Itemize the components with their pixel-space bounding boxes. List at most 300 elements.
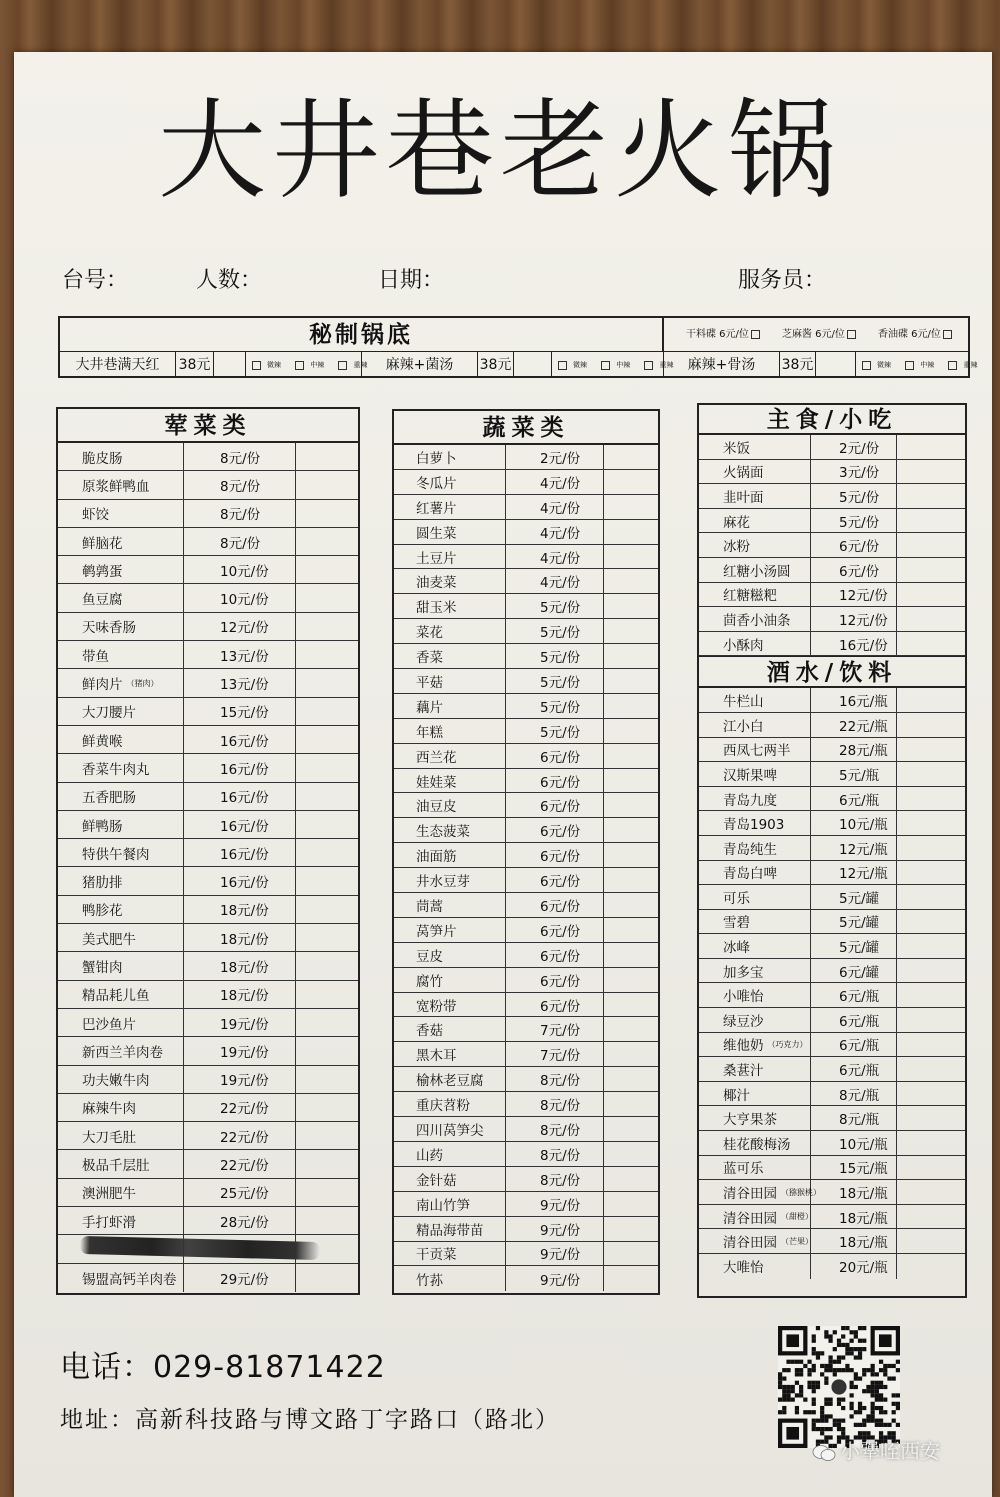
menu-item-row[interactable] xyxy=(699,836,965,861)
quantity-cell[interactable] xyxy=(897,910,965,934)
item-price: 20元/瓶 xyxy=(811,1254,897,1279)
quantity-cell[interactable] xyxy=(296,1009,358,1036)
item-name-text: 平菇 xyxy=(416,674,443,691)
menu-item-row[interactable] xyxy=(394,1167,658,1192)
quantity-cell[interactable] xyxy=(897,435,965,459)
menu-item-row[interactable] xyxy=(699,688,965,713)
menu-item-row[interactable] xyxy=(58,1009,358,1037)
menu-item-row[interactable] xyxy=(699,1156,965,1181)
menu-item-row[interactable] xyxy=(699,762,965,787)
menu-item-row[interactable] xyxy=(58,783,358,811)
menu-item-row[interactable] xyxy=(699,1106,965,1131)
menu-item-row[interactable] xyxy=(394,993,658,1018)
item-price: 25元/份 xyxy=(184,1179,296,1206)
menu-item-row[interactable] xyxy=(394,669,658,694)
item-name xyxy=(58,1150,184,1177)
spice-level-options[interactable]: 微辣 中辣 重辣 xyxy=(856,352,968,378)
item-name xyxy=(58,839,184,866)
menu-item-row[interactable] xyxy=(58,698,358,726)
item-name xyxy=(58,1066,184,1093)
item-name xyxy=(58,1094,184,1121)
item-name-text: 井水豆芽 xyxy=(416,874,470,891)
item-price: 5元/罐 xyxy=(811,910,897,934)
quantity-cell[interactable] xyxy=(604,818,658,842)
quantity-cell[interactable] xyxy=(897,811,965,835)
quantity-cell[interactable] xyxy=(604,694,658,718)
quantity-cell[interactable] xyxy=(296,839,358,866)
menu-item-row[interactable] xyxy=(699,607,965,632)
menu-item-row[interactable] xyxy=(58,981,358,1009)
menu-item-row[interactable] xyxy=(58,896,358,924)
menu-item-row[interactable] xyxy=(394,769,658,794)
quantity-cell[interactable] xyxy=(897,460,965,484)
quantity-cell[interactable] xyxy=(604,1067,658,1091)
menu-item-row[interactable] xyxy=(58,754,358,782)
quantity-cell[interactable] xyxy=(604,1042,658,1066)
menu-item-row[interactable] xyxy=(58,952,358,980)
item-name-text: 土豆片 xyxy=(416,550,457,567)
menu-item-row[interactable] xyxy=(58,500,358,528)
blank-cell xyxy=(816,352,856,378)
quantity-cell[interactable] xyxy=(604,918,658,942)
menu-item-row[interactable] xyxy=(58,1094,358,1122)
quantity-cell[interactable] xyxy=(296,952,358,979)
menu-item-row[interactable] xyxy=(58,1037,358,1065)
item-name-text: 青岛1903 xyxy=(723,817,785,834)
quantity-cell[interactable] xyxy=(604,495,658,519)
menu-item-row[interactable] xyxy=(699,1254,965,1279)
item-name xyxy=(699,1008,811,1032)
menu-item-row[interactable] xyxy=(394,1017,658,1042)
quantity-cell[interactable] xyxy=(604,744,658,768)
quantity-cell[interactable] xyxy=(897,583,965,607)
item-name-text: 清谷田园 xyxy=(723,1186,777,1203)
sauce-option[interactable]: 香油碟 6元/位 xyxy=(878,328,952,342)
quantity-cell[interactable] xyxy=(604,793,658,817)
item-name xyxy=(699,910,811,934)
item-name xyxy=(58,811,184,838)
menu-item-row[interactable] xyxy=(394,1192,658,1217)
quantity-cell[interactable] xyxy=(296,811,358,838)
menu-item-row[interactable] xyxy=(394,868,658,893)
quantity-cell[interactable] xyxy=(296,528,358,555)
quantity-cell[interactable] xyxy=(296,924,358,951)
sauce-option[interactable]: 芝麻酱 6元/位 xyxy=(782,328,856,342)
item-price: 4元/份 xyxy=(506,470,604,494)
item-name xyxy=(394,868,506,892)
quantity-cell[interactable] xyxy=(897,1254,965,1279)
checkbox-icon[interactable] xyxy=(644,361,653,370)
item-price: 18元/瓶 xyxy=(811,1180,897,1204)
quantity-cell[interactable] xyxy=(604,993,658,1017)
item-price: 9元/份 xyxy=(506,1217,604,1241)
menu-item-row[interactable] xyxy=(58,556,358,584)
item-name-text: 山药 xyxy=(416,1147,443,1164)
menu-item-row[interactable] xyxy=(58,1264,358,1292)
quantity-cell[interactable] xyxy=(604,769,658,793)
item-name-text: 榆林老豆腐 xyxy=(416,1073,484,1090)
menu-item-row[interactable] xyxy=(394,569,658,594)
menu-item-row[interactable] xyxy=(699,959,965,984)
menu-item-row[interactable] xyxy=(699,1057,965,1082)
checkbox-icon[interactable] xyxy=(295,361,304,370)
quantity-cell[interactable] xyxy=(604,868,658,892)
quantity-cell[interactable] xyxy=(604,569,658,593)
quantity-cell[interactable] xyxy=(604,719,658,743)
broth-items-row xyxy=(60,352,978,378)
quantity-cell[interactable] xyxy=(604,1092,658,1116)
quantity-cell[interactable] xyxy=(897,1180,965,1204)
quantity-cell[interactable] xyxy=(296,669,358,696)
quantity-cell[interactable] xyxy=(296,1235,358,1262)
item-price: 22元/份 xyxy=(184,1122,296,1149)
quantity-cell[interactable] xyxy=(897,1156,965,1180)
item-name xyxy=(394,1092,506,1116)
item-name xyxy=(394,818,506,842)
item-name xyxy=(699,688,811,712)
menu-item-row[interactable] xyxy=(699,1008,965,1033)
menu-item-row[interactable] xyxy=(58,811,358,839)
menu-item-row[interactable] xyxy=(699,460,965,485)
checkbox-icon[interactable] xyxy=(252,361,261,370)
menu-item-row[interactable] xyxy=(58,726,358,754)
item-name-text: 麻辣牛肉 xyxy=(82,1101,136,1118)
item-price: 18元/份 xyxy=(184,952,296,979)
item-name-text: 鲜脑花 xyxy=(82,535,123,552)
item-name-text: 大刀腰片 xyxy=(82,705,136,722)
item-name-text: 蓝可乐 xyxy=(723,1161,764,1178)
quantity-cell[interactable] xyxy=(604,644,658,668)
quantity-cell[interactable] xyxy=(604,619,658,643)
quantity-cell[interactable] xyxy=(604,1192,658,1216)
menu-item-row[interactable] xyxy=(699,934,965,959)
menu-item-row[interactable] xyxy=(699,1229,965,1254)
menu-item-row[interactable] xyxy=(58,924,358,952)
date-label: 日期： xyxy=(378,268,445,293)
item-name-text: 青岛九度 xyxy=(723,792,777,809)
quantity-cell[interactable] xyxy=(897,484,965,508)
quantity-cell[interactable] xyxy=(296,896,358,923)
quantity-cell[interactable] xyxy=(604,893,658,917)
item-name xyxy=(394,793,506,817)
quantity-cell[interactable] xyxy=(296,471,358,498)
item-name xyxy=(699,509,811,533)
section-title: 荤菜类 xyxy=(58,409,358,443)
menu-item-row[interactable] xyxy=(58,839,358,867)
quantity-cell[interactable] xyxy=(296,754,358,781)
section-title: 酒水/饮料 xyxy=(699,656,965,688)
quantity-cell[interactable] xyxy=(897,509,965,533)
menu-item-row[interactable] xyxy=(394,619,658,644)
item-name-text: 红糖小汤圆 xyxy=(723,563,791,580)
quantity-cell[interactable] xyxy=(604,594,658,618)
item-price: 6元/份 xyxy=(506,993,604,1017)
broth-name: 麻辣+菌汤 xyxy=(362,352,478,378)
menu-item-row[interactable] xyxy=(394,1117,658,1142)
item-note: （猕猴桃） xyxy=(781,1187,821,1197)
quantity-cell[interactable] xyxy=(296,726,358,753)
menu-item-row[interactable] xyxy=(58,1150,358,1178)
menu-item-row[interactable] xyxy=(58,613,358,641)
menu-item-row[interactable] xyxy=(394,719,658,744)
quantity-cell[interactable] xyxy=(296,1264,358,1292)
menu-item-row[interactable] xyxy=(699,861,965,886)
item-name xyxy=(394,843,506,867)
quantity-cell[interactable] xyxy=(897,1008,965,1032)
item-name xyxy=(58,783,184,810)
menu-item-row[interactable] xyxy=(699,484,965,509)
menu-item-row[interactable] xyxy=(699,1180,965,1205)
menu-item-row[interactable] xyxy=(394,495,658,520)
quantity-cell[interactable] xyxy=(296,981,358,1008)
checkbox-icon[interactable] xyxy=(948,361,957,370)
quantity-cell[interactable] xyxy=(604,1142,658,1166)
menu-item-row[interactable] xyxy=(699,1033,965,1058)
menu-item-row[interactable] xyxy=(58,1122,358,1150)
quantity-cell[interactable] xyxy=(897,787,965,811)
item-name-text: 脆皮肠 xyxy=(82,450,123,467)
menu-item-row[interactable] xyxy=(394,968,658,993)
menu-item-row[interactable] xyxy=(58,528,358,556)
quantity-cell[interactable] xyxy=(897,713,965,737)
item-price: 6元/份 xyxy=(811,558,897,582)
checkbox-icon[interactable] xyxy=(558,361,567,370)
menu-item-row[interactable] xyxy=(394,1042,658,1067)
quantity-cell[interactable] xyxy=(897,836,965,860)
quantity-cell[interactable] xyxy=(296,1150,358,1177)
quantity-cell[interactable] xyxy=(897,1082,965,1106)
checkbox-icon[interactable] xyxy=(943,330,952,339)
quantity-cell[interactable] xyxy=(296,1094,358,1121)
menu-item-row[interactable] xyxy=(394,445,658,470)
sauce-option[interactable]: 干料碟 6元/位 xyxy=(686,328,760,342)
quantity-cell[interactable] xyxy=(604,1117,658,1141)
menu-item-row[interactable] xyxy=(394,644,658,669)
quantity-cell[interactable] xyxy=(296,641,358,668)
quantity-cell[interactable] xyxy=(296,584,358,611)
menu-item-row[interactable] xyxy=(394,818,658,843)
menu-item-row[interactable] xyxy=(699,509,965,534)
menu-item-row[interactable] xyxy=(394,843,658,868)
checkbox-icon[interactable] xyxy=(751,330,760,339)
menu-item-row[interactable] xyxy=(394,594,658,619)
quantity-cell[interactable] xyxy=(604,1242,658,1266)
quantity-cell[interactable] xyxy=(897,861,965,885)
menu-item-row[interactable] xyxy=(58,471,358,499)
menu-item-row[interactable] xyxy=(699,713,965,738)
item-price: 18元/份 xyxy=(184,924,296,951)
quantity-cell[interactable] xyxy=(296,1037,358,1064)
menu-item-row[interactable] xyxy=(699,885,965,910)
quantity-cell[interactable] xyxy=(897,607,965,631)
quantity-cell[interactable] xyxy=(897,762,965,786)
item-price xyxy=(184,1235,296,1262)
menu-item-row[interactable] xyxy=(699,1131,965,1156)
quantity-cell[interactable] xyxy=(604,968,658,992)
item-name-text: 红糖糍粑 xyxy=(723,588,777,605)
checkbox-icon[interactable] xyxy=(905,361,914,370)
quantity-cell[interactable] xyxy=(604,943,658,967)
item-price: 9元/份 xyxy=(506,1192,604,1216)
quantity-cell[interactable] xyxy=(897,1033,965,1057)
menu-item-row[interactable] xyxy=(58,584,358,612)
checkbox-icon[interactable] xyxy=(601,361,610,370)
quantity-cell[interactable] xyxy=(604,470,658,494)
spice-level-options[interactable]: 微辣 中辣 重辣 xyxy=(552,352,664,378)
quantity-cell[interactable] xyxy=(897,1057,965,1081)
item-price: 22元/份 xyxy=(184,1094,296,1121)
menu-item-row[interactable] xyxy=(394,918,658,943)
menu-item-row[interactable] xyxy=(699,1205,965,1230)
item-price: 10元/份 xyxy=(184,556,296,583)
menu-item-row[interactable] xyxy=(394,1217,658,1242)
menu-item-row[interactable] xyxy=(699,435,965,460)
item-name xyxy=(699,1229,811,1253)
item-price: 28元/瓶 xyxy=(811,738,897,762)
quantity-cell[interactable] xyxy=(897,1205,965,1229)
quantity-cell[interactable] xyxy=(604,1217,658,1241)
menu-item-row[interactable] xyxy=(699,558,965,583)
menu-item-row[interactable] xyxy=(58,1066,358,1094)
menu-item-row[interactable] xyxy=(394,520,658,545)
quantity-cell[interactable] xyxy=(296,556,358,583)
quantity-cell[interactable] xyxy=(296,500,358,527)
menu-item-row[interactable] xyxy=(394,1242,658,1267)
item-name-text: 茼蒿 xyxy=(416,898,443,915)
quantity-cell[interactable] xyxy=(897,983,965,1007)
item-name xyxy=(394,545,506,569)
item-price: 6元/瓶 xyxy=(811,1033,897,1057)
quantity-cell[interactable] xyxy=(296,867,358,894)
quantity-cell[interactable] xyxy=(897,1131,965,1155)
menu-item-row[interactable] xyxy=(699,738,965,763)
menu-item-row[interactable] xyxy=(699,1082,965,1107)
checkbox-icon[interactable] xyxy=(862,361,871,370)
menu-item-row[interactable] xyxy=(58,443,358,471)
menu-item-row[interactable] xyxy=(58,1235,358,1263)
quantity-cell[interactable] xyxy=(296,1122,358,1149)
item-price: 28元/份 xyxy=(184,1207,296,1234)
item-price: 6元/份 xyxy=(506,893,604,917)
quantity-cell[interactable] xyxy=(897,959,965,983)
menu-item-row[interactable] xyxy=(58,867,358,895)
item-name xyxy=(699,983,811,1007)
menu-item-row[interactable] xyxy=(699,983,965,1008)
menu-item-row[interactable] xyxy=(699,787,965,812)
item-price: 5元/份 xyxy=(811,509,897,533)
menu-item-row[interactable] xyxy=(394,1067,658,1092)
quantity-cell[interactable] xyxy=(296,1066,358,1093)
menu-item-row[interactable] xyxy=(58,1207,358,1235)
menu-item-row[interactable] xyxy=(699,583,965,608)
quantity-cell[interactable] xyxy=(897,688,965,712)
item-name xyxy=(699,1106,811,1130)
menu-item-row[interactable] xyxy=(394,1092,658,1117)
item-price: 8元/份 xyxy=(184,471,296,498)
item-price: 10元/瓶 xyxy=(811,811,897,835)
quantity-cell[interactable] xyxy=(897,934,965,958)
item-price: 16元/份 xyxy=(184,754,296,781)
quantity-cell[interactable] xyxy=(604,445,658,469)
item-price: 6元/份 xyxy=(506,868,604,892)
spice-level-options[interactable]: 微辣 中辣 重辣 xyxy=(246,352,362,378)
menu-item-row[interactable] xyxy=(394,793,658,818)
menu-item-row[interactable] xyxy=(58,641,358,669)
quantity-cell[interactable] xyxy=(897,885,965,909)
item-name xyxy=(394,1192,506,1216)
quantity-cell[interactable] xyxy=(296,443,358,470)
qr-code[interactable] xyxy=(778,1326,900,1448)
item-name-text: 原浆鲜鸭血 xyxy=(82,478,150,495)
item-note: （巧克力） xyxy=(767,1039,808,1049)
menu-item-row[interactable] xyxy=(394,545,658,570)
menu-item-row[interactable] xyxy=(699,632,965,657)
menu-item-row[interactable] xyxy=(58,669,358,697)
item-name xyxy=(394,769,506,793)
checkbox-icon[interactable] xyxy=(847,330,856,339)
quantity-cell[interactable] xyxy=(604,1266,658,1291)
item-name-text: 牛栏山 xyxy=(723,694,764,711)
item-name xyxy=(394,744,506,768)
quantity-cell[interactable] xyxy=(604,1167,658,1191)
quantity-cell[interactable] xyxy=(604,669,658,693)
item-name xyxy=(699,1205,811,1229)
item-name-text: 香菜 xyxy=(416,650,443,667)
quantity-cell[interactable] xyxy=(604,843,658,867)
watermark xyxy=(812,1436,982,1466)
item-price: 12元/份 xyxy=(184,613,296,640)
menu-item-row[interactable] xyxy=(394,694,658,719)
quantity-cell[interactable] xyxy=(604,1017,658,1041)
item-name xyxy=(394,495,506,519)
item-name-text: 油豆皮 xyxy=(416,799,457,816)
menu-item-row[interactable] xyxy=(394,470,658,495)
quantity-cell[interactable] xyxy=(897,558,965,582)
menu-item-row[interactable] xyxy=(394,744,658,769)
item-price: 13元/份 xyxy=(184,641,296,668)
quantity-cell[interactable] xyxy=(604,545,658,569)
quantity-cell[interactable] xyxy=(296,783,358,810)
quantity-cell[interactable] xyxy=(897,632,965,656)
item-price: 6元/瓶 xyxy=(811,983,897,1007)
quantity-cell[interactable] xyxy=(897,533,965,557)
item-price: 12元/份 xyxy=(811,607,897,631)
menu-item-row[interactable] xyxy=(394,943,658,968)
menu-item-row[interactable] xyxy=(699,533,965,558)
quantity-cell[interactable] xyxy=(897,738,965,762)
quantity-cell[interactable] xyxy=(604,520,658,544)
menu-item-row[interactable] xyxy=(699,811,965,836)
checkbox-icon[interactable] xyxy=(338,361,347,370)
quantity-cell[interactable] xyxy=(897,1229,965,1253)
menu-item-row[interactable] xyxy=(394,893,658,918)
quantity-cell[interactable] xyxy=(296,613,358,640)
item-name-text: 重庆苕粉 xyxy=(416,1098,470,1115)
quantity-cell[interactable] xyxy=(897,1106,965,1130)
item-name xyxy=(699,533,811,557)
menu-item-row[interactable] xyxy=(394,1266,658,1291)
menu-item-row[interactable] xyxy=(699,910,965,935)
quantity-cell[interactable] xyxy=(296,698,358,725)
quantity-cell[interactable] xyxy=(296,1179,358,1206)
item-name-text: 澳洲肥牛 xyxy=(82,1186,136,1203)
blank-cell xyxy=(214,352,246,378)
quantity-cell[interactable] xyxy=(296,1207,358,1234)
item-name xyxy=(394,993,506,1017)
menu-item-row[interactable] xyxy=(394,1142,658,1167)
menu-item-row[interactable] xyxy=(58,1179,358,1207)
item-price: 29元/份 xyxy=(184,1264,296,1292)
